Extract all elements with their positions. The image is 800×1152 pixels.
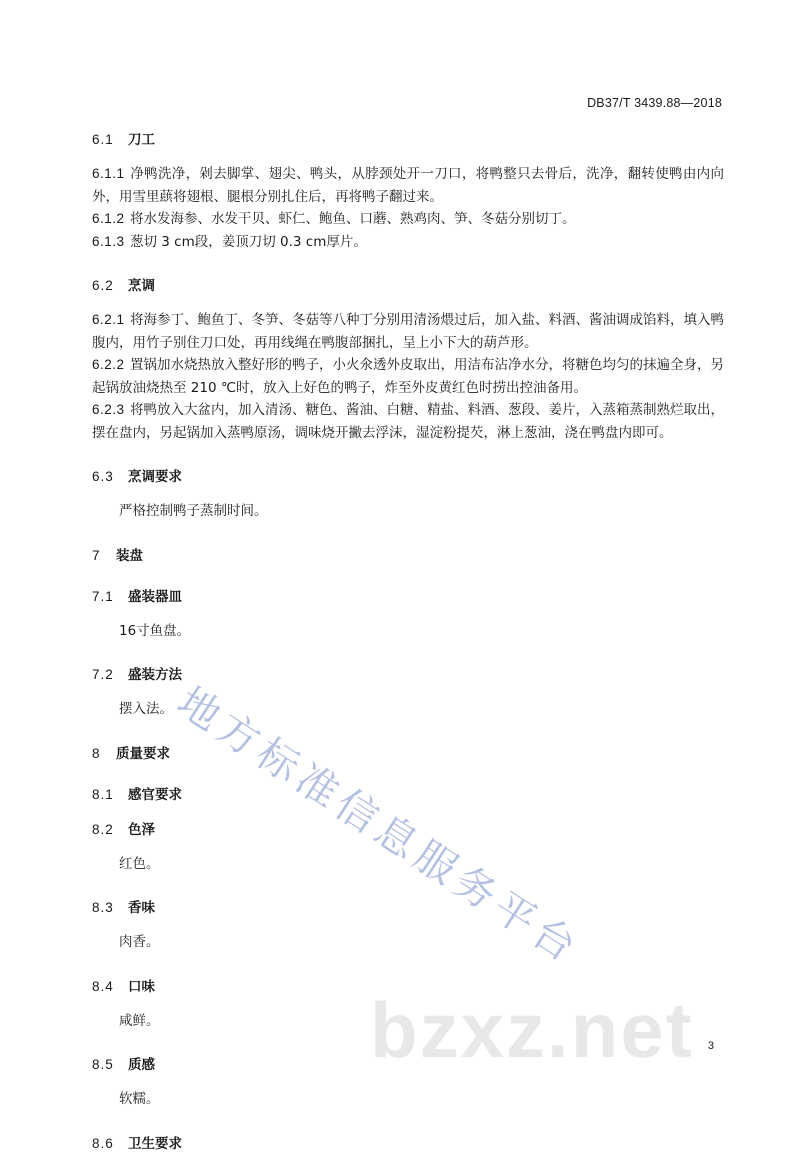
section-8-3-text: 肉香。 (119, 934, 160, 950)
clause-number: 6.2.1 (92, 312, 125, 327)
page-number: 3 (707, 1040, 714, 1052)
section-8-5-text: 软糯。 (119, 1091, 160, 1107)
section-6-1-heading (92, 128, 724, 148)
document-id: DB37/T 3439.88—2018 (587, 96, 722, 110)
section-number: 8.1 (92, 786, 114, 802)
section-title: 口味 (128, 978, 155, 995)
clause-number: 6.1.1 (92, 166, 125, 181)
section-title: 香味 (128, 900, 155, 916)
section-number: 8.6 (92, 1135, 114, 1151)
clause-number: 6.2.3 (92, 402, 125, 417)
section-8-4-heading (92, 975, 724, 995)
clause-number: 6.1.3 (92, 233, 125, 249)
section-6-2-heading (92, 274, 724, 294)
section-title: 烹调 (128, 278, 155, 294)
section-7-1-heading (92, 585, 724, 605)
section-8-2-text: 红色。 (119, 855, 160, 872)
section-8-5-heading (92, 1053, 724, 1073)
section-7-2-heading (92, 663, 724, 683)
document-body (92, 128, 724, 1152)
clause-number: 6.2.2 (92, 357, 125, 372)
section-number: 7 (92, 547, 101, 563)
clause-text: 置锅加水烧热放入整好形的鸭子，小火氽透外皮取出，用洁布沾净水分，将糖色均匀的抹遍全身，另起锅放油烧热至 210 ℃时，放入上好色的鸭子，炸至外皮黄红色时捞出控油备用。 (92, 357, 724, 396)
section-8-heading (92, 742, 724, 762)
section-6-3-text: 严格控制鸭子蒸制时间。 (119, 503, 268, 519)
clause-text: 净鸭洗净，剁去脚掌、翅尖、鸭头，从脖颈处开一刀口，将鸭整只去骨后，洗净，翻转使鸭由内向外，用雪里蕻将翅根、腿根分别扎住后，再将鸭子翻过来。 (92, 166, 724, 205)
section-title: 卫生要求 (128, 1135, 182, 1152)
clause-text: 将海参丁、鲍鱼丁、冬笋、冬菇等八种丁分别用清汤煨过后，加入盐、料酒、酱油调成馅料，填入鸭腹内，用竹子别住刀口处，再用线绳在鸭腹部捆扎，呈上小下大的葫芦形。 (92, 312, 724, 351)
section-title: 烹调要求 (128, 469, 182, 485)
section-title: 色泽 (128, 821, 155, 838)
section-title: 感官要求 (128, 786, 182, 803)
section-7-2-text: 摆入法。 (119, 701, 173, 717)
section-title: 质量要求 (116, 745, 170, 762)
clause-6-2-1 (92, 309, 724, 354)
section-number: 8.4 (92, 978, 114, 994)
section-number: 6.1 (92, 132, 114, 147)
section-7-heading (92, 544, 724, 564)
clause-text: 将水发海参、水发干贝、虾仁、鲍鱼、口蘑、熟鸡肉、笋、冬菇分别切丁。 (130, 211, 576, 227)
clause-number: 6.1.2 (92, 211, 125, 226)
clause-6-1-2 (92, 208, 724, 231)
section-number: 7.2 (92, 667, 114, 682)
section-6-3-heading (92, 465, 724, 485)
section-number: 6.2 (92, 278, 114, 293)
section-title: 装盘 (116, 547, 143, 564)
watermark-text: 地方标准信息服务平台 (168, 677, 590, 974)
section-number: 7.1 (92, 588, 114, 604)
clause-6-2-3 (92, 399, 724, 444)
section-8-1-heading (92, 783, 724, 803)
section-title: 盛装方法 (128, 667, 182, 683)
clause-6-1-3 (92, 231, 724, 254)
section-title: 刀工 (128, 132, 155, 148)
section-number: 8.5 (92, 1057, 114, 1072)
clause-6-2-2 (92, 354, 724, 399)
section-7-1-text: 16寸鱼盘。 (119, 622, 191, 639)
section-8-6-heading (92, 1132, 724, 1152)
section-number: 8.3 (92, 900, 114, 915)
section-number: 8 (92, 745, 101, 761)
clause-text: 将鸭放入大盆内，加入清汤、糖色、酱油、白糖、精盐、料酒、葱段、姜片，入蒸箱蒸制熟烂取出，摆在盘内，另起锅加入蒸鸭原汤，调味烧开撇去浮沫，湿淀粉提芡，淋上葱油，浇在鸭盘内即可。 (92, 402, 724, 441)
section-8-4-text: 咸鲜。 (119, 1012, 160, 1029)
clause-6-1-1 (92, 163, 724, 208)
section-8-3-heading (92, 896, 724, 916)
section-title: 盛装器皿 (128, 588, 182, 605)
section-8-2-heading (92, 818, 724, 838)
section-title: 质感 (128, 1057, 155, 1073)
clause-text: 葱切 3 cm段，姜顶刀切 0.3 cm厚片。 (130, 233, 367, 250)
site-watermark: bzxz.net (370, 986, 694, 1074)
section-number: 6.3 (92, 469, 114, 484)
section-number: 8.2 (92, 821, 114, 837)
